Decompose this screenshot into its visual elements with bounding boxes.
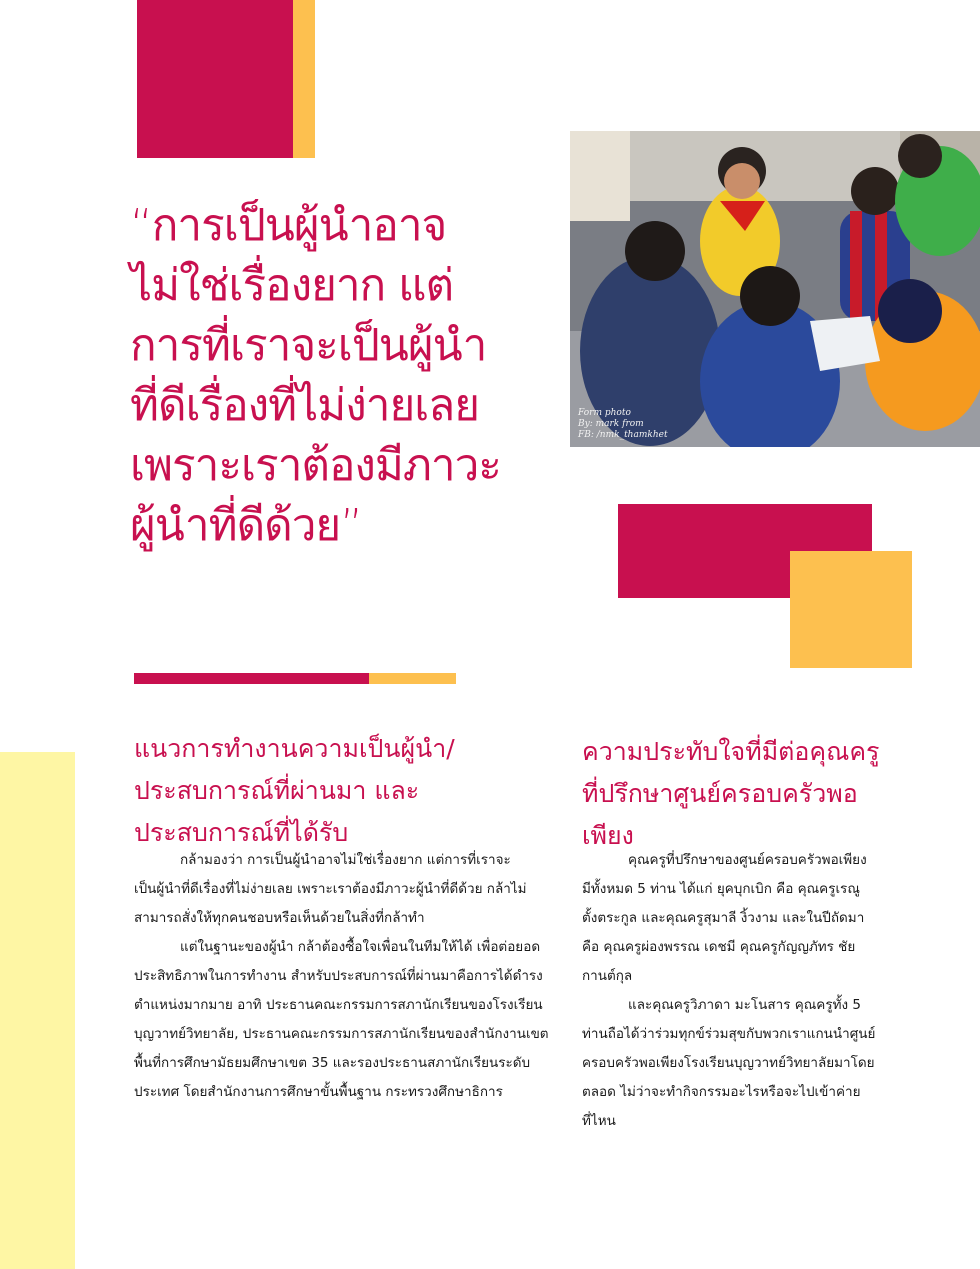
quote-line: การที่เราจะเป็นผู้นำ: [130, 320, 487, 371]
middle-gold-block: [790, 551, 912, 668]
text-line: พื้นที่การศึกษามัธยมศึกษาเขต 35 และรองประธานสภานักเรียนระดับ: [134, 1055, 531, 1071]
heading-line: เพียง: [582, 821, 634, 850]
heading-line: ความประทับใจที่มีต่อคุณครู: [582, 737, 880, 766]
quote-line: ไม่ใช่เรื่องยาก แต่: [130, 260, 454, 311]
right-section-body: [582, 846, 922, 1136]
right-section-heading: [582, 731, 922, 857]
pull-quote: [130, 196, 550, 556]
left-cream-sidebar: [0, 752, 75, 1269]
text-line: ตลอด ไม่ว่าจะทำกิจกรรมอะไรหรือจะไปเข้าค่าย: [582, 1084, 861, 1100]
heading-line: ที่ปรึกษาศูนย์ครอบครัวพอ: [582, 779, 858, 808]
text-line: ประเทศ โดยสำนักงานการศึกษาขั้นพื้นฐาน กระทรวงศึกษาธิการ: [134, 1084, 503, 1100]
text-line: ท่านถือได้ว่าร่วมทุกข์ร่วมสุขกับพวกเราแกนนำศูนย์: [582, 1026, 876, 1042]
text-line: ครอบครัวพอเพียงโรงเรียนบุญวาทย์วิทยาลัยมาโดย: [582, 1055, 875, 1071]
students-group-photo: [570, 131, 980, 447]
text-line: และคุณครูวิภาดา มะโนสาร คุณครูทั้ง 5: [628, 997, 861, 1013]
text-line: บุญวาทย์วิทยาลัย, ประธานคณะกรรมการสภานักเรียนของสำนักงานเขต: [134, 1026, 549, 1042]
text-line: สามารถสั่งให้ทุกคนชอบหรือเห็นด้วยในสิ่งที่กล้าทำ: [134, 910, 425, 926]
divider-magenta-bar: [134, 673, 369, 684]
text-line: กล้ามองว่า การเป็นผู้นำอาจไม่ใช่เรื่องยาก แต่การที่เราจะ: [180, 852, 511, 868]
text-line: แต่ในฐานะของผู้นำ กล้าต้องซื้อใจเพื่อนในทีมให้ได้ เพื่อต่อยอด: [180, 939, 541, 955]
text-line: ประสิทธิภาพในการทำงาน สำหรับประสบการณ์ที่ผ่านมาคือการได้ดำรง: [134, 968, 543, 984]
text-line: ที่ไหน: [582, 1113, 616, 1129]
text-line: ตำแหน่งมากมาย อาทิ ประธานคณะกรรมการสภานักเรียนของโรงเรียน: [134, 997, 543, 1013]
heading-line: แนวการทำงานความเป็นผู้นำ/: [134, 734, 455, 763]
text-line: มีทั้งหมด 5 ท่าน ได้แก่ ยุคบุกเบิก คือ คุณครูเรณู: [582, 881, 860, 897]
text-line: คุณครูที่ปรึกษาของศูนย์ครอบครัวพอเพียง: [628, 852, 867, 868]
top-magenta-block: [137, 0, 293, 158]
quote-line: “การเป็นผู้นำอาจ: [130, 200, 447, 251]
photo-illustration: [570, 131, 980, 447]
heading-line: ประสบการณ์ที่ผ่านมา และ: [134, 776, 420, 805]
quote-line: ผู้นำที่ดีด้วย”: [130, 500, 363, 551]
quote-line: เพราะเราต้องมีภาวะ: [130, 440, 501, 491]
left-section-body: [134, 846, 549, 1107]
quote-line: ที่ดีเรื่องที่ไม่ง่ายเลย: [130, 380, 480, 431]
photo-credit-line: By: mark from: [578, 419, 644, 429]
paragraph: [134, 933, 549, 1107]
photo-credit-line: FB: /nmk_thamkhet: [578, 430, 668, 440]
paragraph: [582, 846, 922, 991]
left-section-heading: [134, 728, 514, 854]
text-line: กานต์กุล: [582, 968, 633, 984]
paragraph: [134, 846, 534, 933]
heading-line: ประสบการณ์ที่ได้รับ: [134, 818, 349, 847]
text-line: ตั้งตระกูล และคุณครูสุมาลี งิ้วงาม และในปีถัดมา: [582, 910, 865, 926]
divider-gold-bar: [369, 673, 456, 684]
photo-credit: [578, 408, 668, 441]
text-line: คือ คุณครูผ่องพรรณ เดชมี คุณครูกัญญภัทร ชัย: [582, 939, 856, 955]
paragraph: [582, 991, 922, 1136]
photo-credit-line: Form photo: [578, 408, 631, 418]
text-line: เป็นผู้นำที่ดีเรื่องที่ไม่ง่ายเลย เพราะเราต้องมีภาวะผู้นำที่ดีด้วย กล้าไม่: [134, 881, 527, 897]
top-gold-strip: [293, 0, 315, 158]
